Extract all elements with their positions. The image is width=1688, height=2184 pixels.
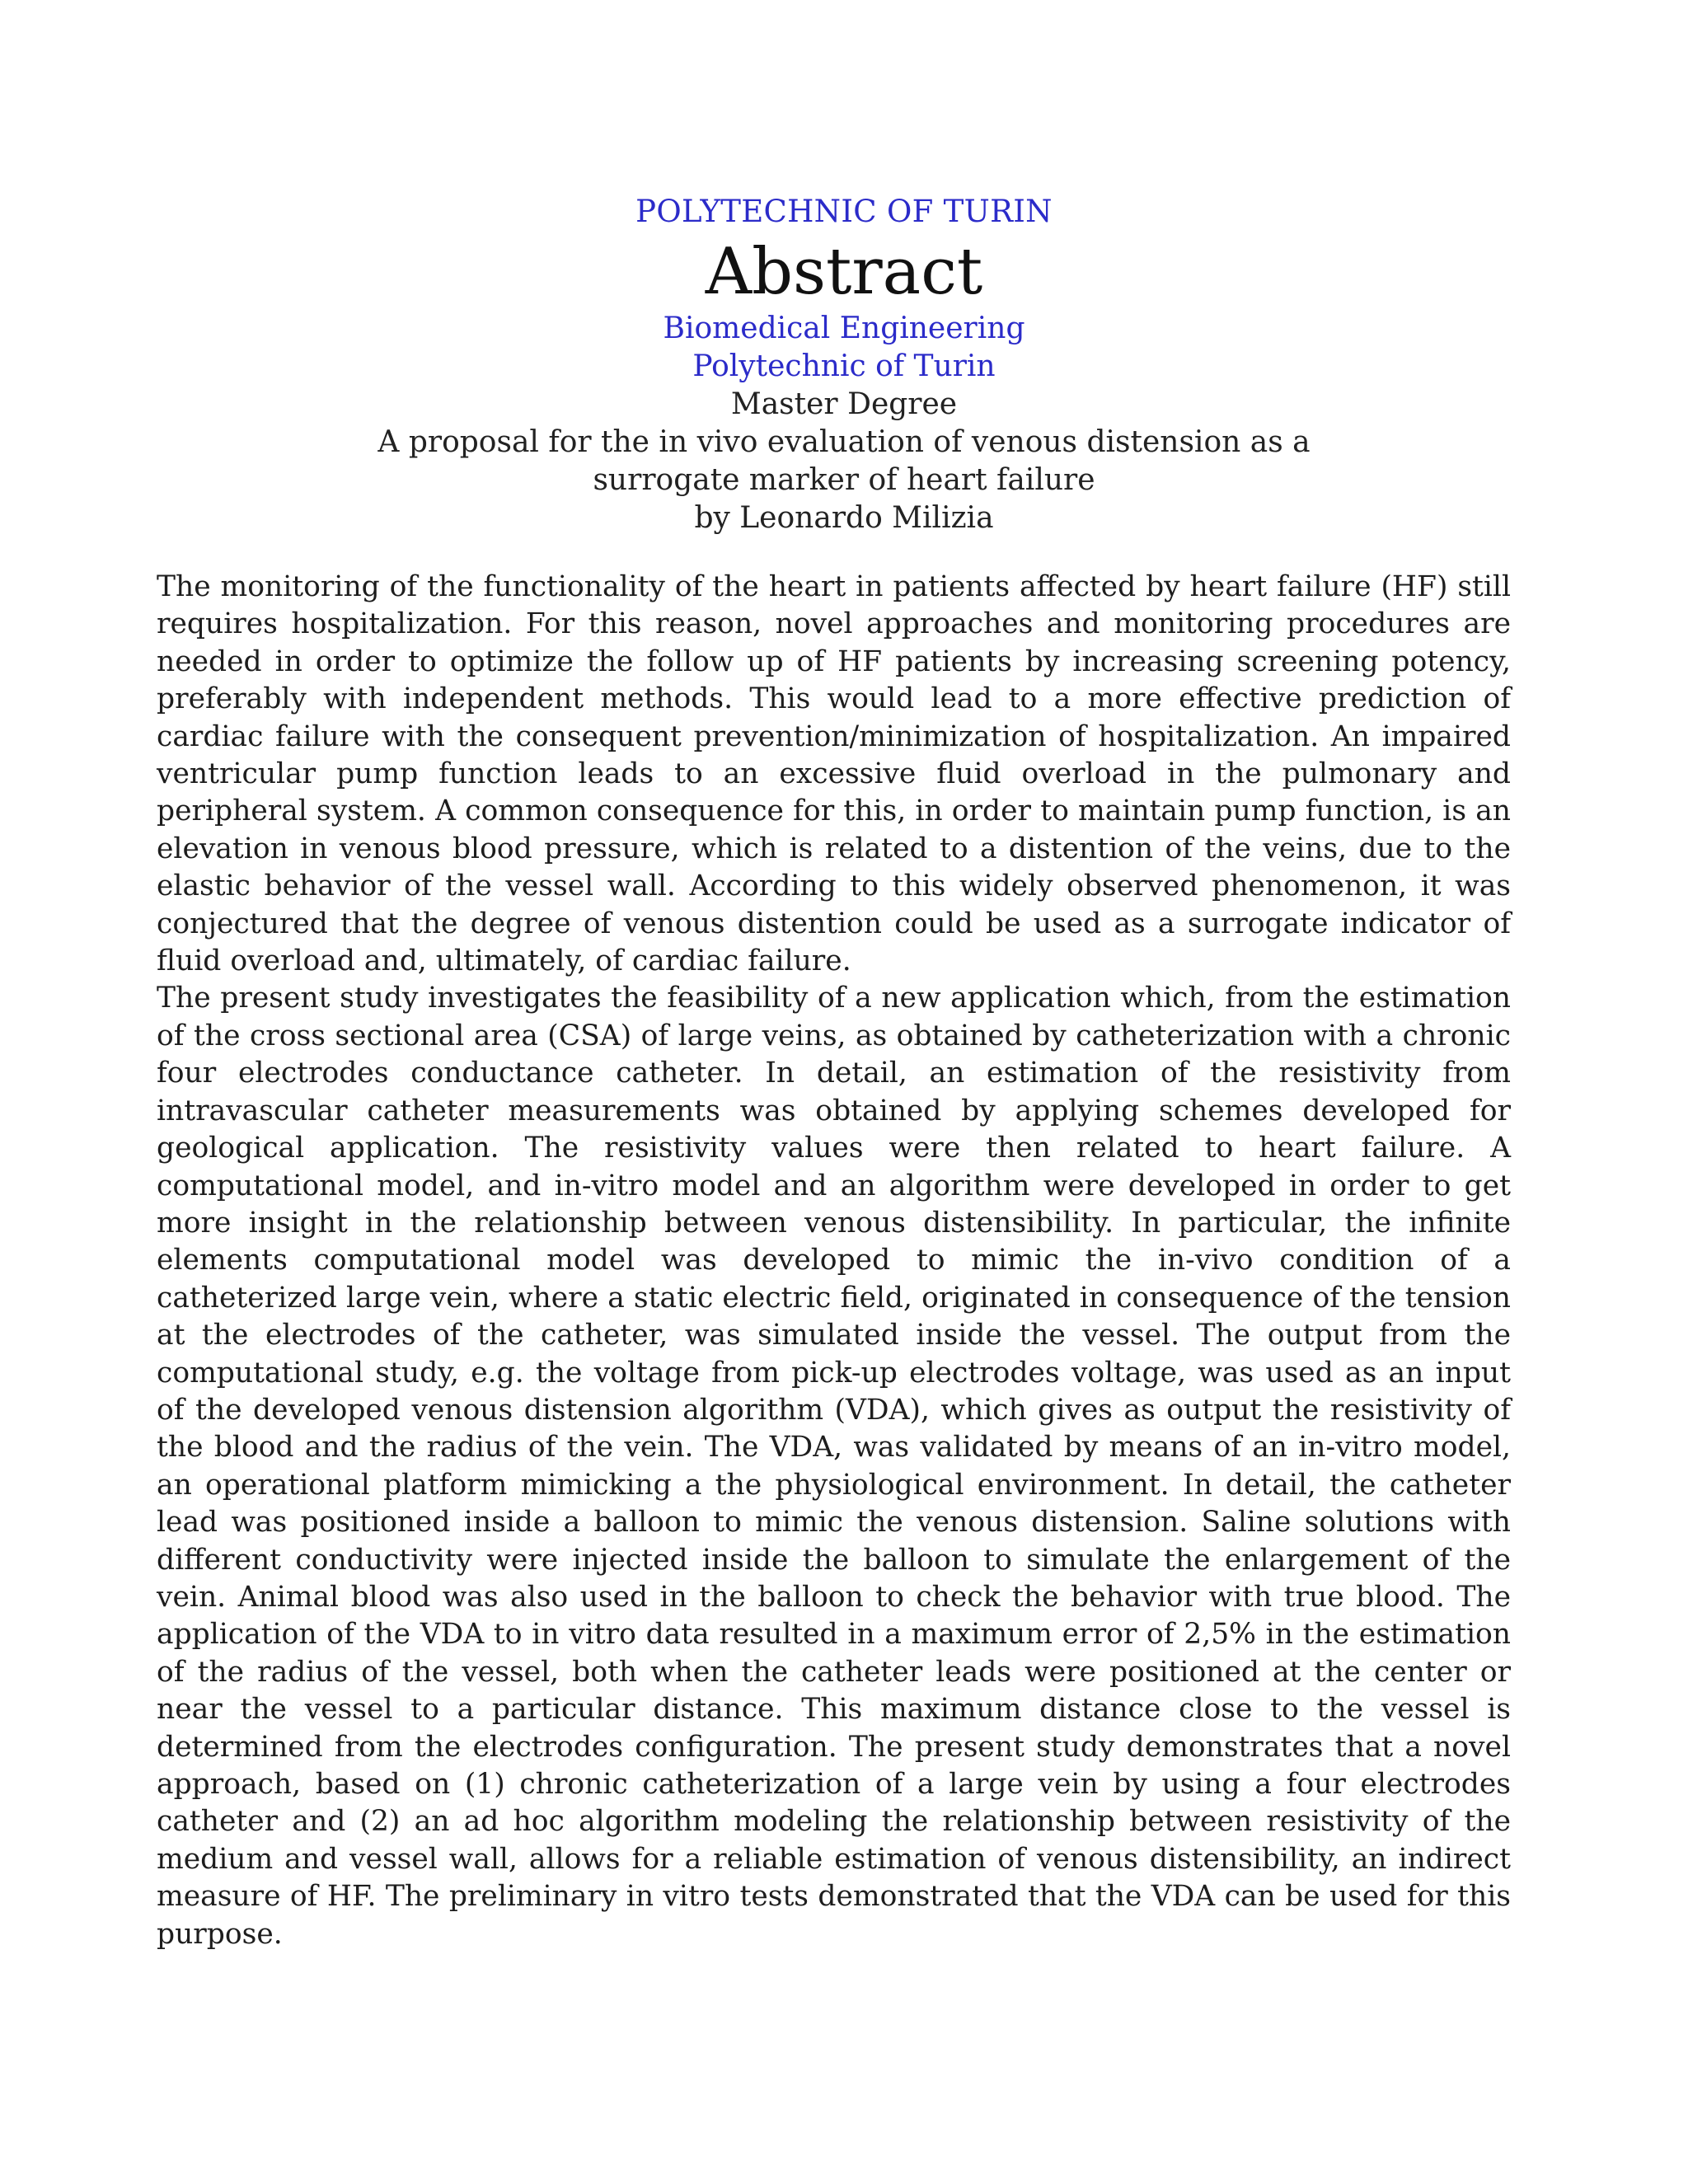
abstract-body <box>157 569 1511 1953</box>
institution-name: Polytechnic of Turin <box>692 349 996 383</box>
page-title: Abstract <box>705 235 983 309</box>
abstract-paragraph-2: The present study investigates the feasibility of a new application which, from the estimation of the cross sectional area (CSA) of large veins, as obtained by catheterization with a chronic four electrodes conductance catheter. In detail, an estimation of the resistivity from intravascular catheter measurements was obtained by applying schemes developed for geological application. The resistivity values were then related to heart failure. A computational model, and in-vitro model and an algorithm were developed in order to get more insight in the relationship between venous distensibility. In particular, the infinite elements computational model was developed to mimic the in-vivo condition of a catheterized large vein, where a static electric field, originated in consequence of the tension at the electrodes of the catheter, was simulated inside the vessel. The output from the computational study, e.g. the voltage from pick-up electrodes voltage, was used as an input of the developed venous distension algorithm (VDA), which gives as output the resistivity of the blood and the radius of the vein. The VDA, was validated by means of an in-vitro model, an operational platform mimicking a the physiological environment. In detail, the catheter lead was positioned inside a balloon to mimic the venous distension. Saline solutions with different conductivity were injected inside the balloon to simulate the enlargement of the vein. Animal blood was also used in the balloon to check the behavior with true blood. The application of the VDA to in vitro data resulted in a maximum error of 2,5% in the estimation of the radius of the vessel, both when the catheter leads were positioned at the center or near the vessel to a particular distance. This maximum distance close to the vessel is determined from the electrodes configuration. The present study demonstrates that a novel approach, based on (1) chronic catheterization of a large vein by using a four electrodes catheter and (2) an ad hoc algorithm modeling the relationship between resistivity of the medium and vessel wall, allows for a reliable estimation of venous distensibility, an indirect measure of HF. The preliminary in vitro tests demonstrated that the VDA can be used for this purpose. <box>157 982 1511 1951</box>
department-name: Biomedical Engineering <box>663 312 1025 345</box>
degree-name: Master Degree <box>730 387 958 421</box>
thesis-title-line-2: surrogate marker of heart failure <box>593 463 1095 497</box>
thesis-title-line-1: A proposal for the in vivo evaluation of venous distension as a <box>377 425 1311 459</box>
abstract-paragraph-1: The monitoring of the functionality of the heart in patients affected by heart failure (HF) still requires hospitalization. For this reason, novel approaches and monitoring procedures are needed in order to optimize the follow up of HF patients by increasing screening potency, preferably with independent methods. This would lead to a more effective prediction of cardiac failure with the consequent prevention/minimization of hospitalization. An impaired ventricular pump function leads to an excessive fluid overload in the pulmonary and peripheral system. A common consequence for this, in order to maintain pump function, is an elevation in venous blood pressure, which is related to a distention of the veins, due to the elastic behavior of the vessel wall. According to this widely observed phenomenon, it was conjectured that the degree of venous distention could be used as a surrogate indicator of fluid overload and, ultimately, of cardiac failure. <box>157 570 1511 978</box>
author-name: by Leonardo Milizia <box>694 501 994 535</box>
university-name: POLYTECHNIC OF TURIN <box>635 194 1053 229</box>
title-block <box>0 191 1688 537</box>
